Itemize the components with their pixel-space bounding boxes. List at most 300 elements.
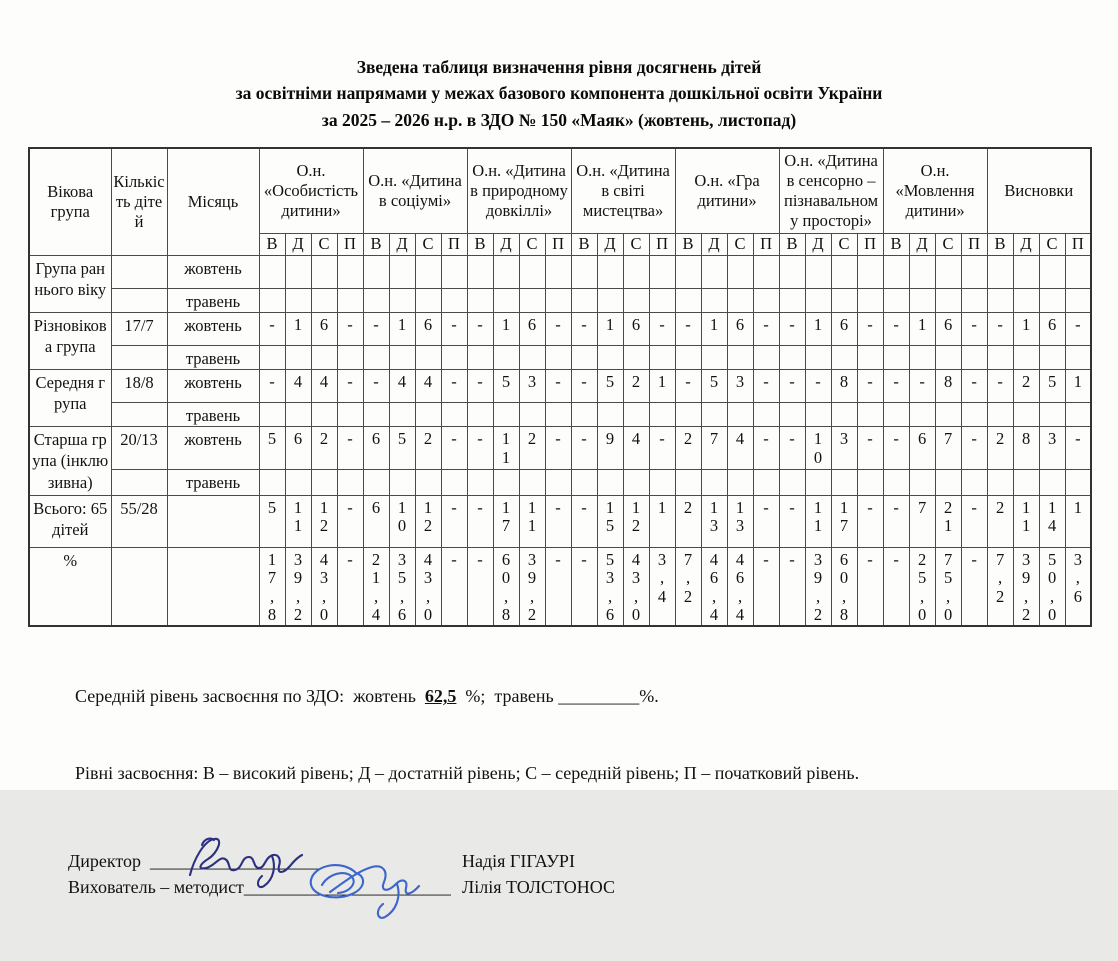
data-cell <box>961 256 987 289</box>
director-name: Надія ГІГАУРІ <box>462 850 575 871</box>
data-cell-value: 17,8 <box>267 549 277 625</box>
data-cell-value: 11 <box>501 429 511 467</box>
data-cell <box>805 470 831 495</box>
level-header: Д <box>285 234 311 256</box>
data-cell <box>389 256 415 289</box>
data-cell: 5 <box>701 370 727 403</box>
data-cell <box>259 346 285 370</box>
data-cell: - <box>441 547 467 625</box>
data-cell-value: 21,4 <box>371 549 381 625</box>
data-cell: 2 <box>675 495 701 547</box>
data-cell <box>831 346 857 370</box>
age-group-header: Вікова група <box>29 148 111 256</box>
data-cell: - <box>961 313 987 346</box>
data-cell: - <box>883 370 909 403</box>
data-cell: - <box>337 370 363 403</box>
data-cell <box>285 403 311 427</box>
data-cell: 6 <box>909 427 935 470</box>
data-cell: - <box>961 427 987 470</box>
data-cell: 7 <box>935 427 961 470</box>
data-cell: 4 <box>285 370 311 403</box>
data-cell: - <box>883 547 909 625</box>
director-label: Директор <box>68 850 151 871</box>
data-cell-value: 39,2 <box>813 549 823 625</box>
data-cell <box>1039 470 1065 495</box>
data-cell <box>961 470 987 495</box>
data-cell <box>519 547 545 625</box>
data-cell <box>519 346 545 370</box>
data-cell <box>467 403 493 427</box>
data-cell: - <box>571 370 597 403</box>
month-cell: жовтень <box>167 427 259 470</box>
data-cell <box>701 547 727 625</box>
data-cell <box>337 289 363 313</box>
data-cell-value: 11 <box>527 497 537 536</box>
data-cell-value: 39,2 <box>293 549 303 625</box>
may-blank-line: _________ <box>558 686 640 707</box>
count-cell <box>111 403 167 427</box>
month-cell: жовтень <box>167 313 259 346</box>
data-cell: 4 <box>311 370 337 403</box>
data-cell: - <box>909 370 935 403</box>
level-header: С <box>519 234 545 256</box>
data-cell: - <box>441 313 467 346</box>
month-cell <box>167 547 259 625</box>
data-cell-value: 17 <box>839 497 849 536</box>
data-cell <box>519 289 545 313</box>
data-cell <box>727 403 753 427</box>
data-cell: - <box>259 370 285 403</box>
data-cell <box>389 346 415 370</box>
data-cell <box>441 403 467 427</box>
data-cell: 1 <box>649 370 675 403</box>
level-header: Д <box>597 234 623 256</box>
data-cell <box>857 289 883 313</box>
level-header: С <box>1039 234 1065 256</box>
data-cell <box>363 470 389 495</box>
title-line-2: за освітніми напрямами у межах базового компонента дошкільної освіти України <box>235 83 883 104</box>
data-cell <box>623 547 649 625</box>
data-cell: 2 <box>623 370 649 403</box>
data-cell <box>285 495 311 547</box>
data-cell <box>701 256 727 289</box>
data-cell: 8 <box>831 370 857 403</box>
data-cell-value: 46,4 <box>709 549 719 625</box>
data-cell <box>675 547 701 625</box>
data-cell <box>545 470 571 495</box>
data-cell <box>363 403 389 427</box>
level-header: П <box>649 234 675 256</box>
level-header: П <box>545 234 571 256</box>
data-cell: 5 <box>259 495 285 547</box>
data-cell: 4 <box>623 427 649 470</box>
level-header: Д <box>701 234 727 256</box>
level-header: В <box>883 234 909 256</box>
data-cell <box>961 403 987 427</box>
level-header: В <box>259 234 285 256</box>
data-cell: - <box>675 370 701 403</box>
data-cell <box>415 289 441 313</box>
data-cell: 3 <box>1039 427 1065 470</box>
data-cell <box>415 346 441 370</box>
level-header: С <box>311 234 337 256</box>
data-cell <box>701 495 727 547</box>
data-cell <box>1065 346 1091 370</box>
data-cell-value: 53,6 <box>605 549 615 625</box>
domain-header-7: Висновки <box>987 148 1091 234</box>
count-cell <box>111 256 167 289</box>
data-cell <box>597 495 623 547</box>
data-cell <box>779 470 805 495</box>
data-cell <box>545 256 571 289</box>
level-header: П <box>337 234 363 256</box>
data-cell <box>935 470 961 495</box>
data-cell: 4 <box>727 427 753 470</box>
data-cell <box>1013 256 1039 289</box>
data-cell <box>571 403 597 427</box>
methodist-signature-line: _______________________ <box>243 876 451 897</box>
data-cell-value: 43,0 <box>423 549 433 625</box>
data-cell: - <box>779 370 805 403</box>
level-header: С <box>623 234 649 256</box>
level-header: Д <box>493 234 519 256</box>
data-cell <box>363 289 389 313</box>
data-cell: 1 <box>649 495 675 547</box>
data-cell: - <box>467 427 493 470</box>
data-cell <box>571 346 597 370</box>
count-cell: 20/13 <box>111 427 167 470</box>
director-signature-line: ___________________ <box>150 850 322 871</box>
data-cell-value: 35,6 <box>397 549 407 625</box>
data-cell-value: 7,2 <box>683 549 693 606</box>
data-cell <box>623 256 649 289</box>
data-cell <box>961 346 987 370</box>
month-cell: травень <box>167 403 259 427</box>
data-cell <box>1013 346 1039 370</box>
header-row <box>29 148 1091 234</box>
data-cell <box>909 470 935 495</box>
data-cell <box>467 256 493 289</box>
data-cell <box>259 289 285 313</box>
data-cell: - <box>805 370 831 403</box>
data-cell: - <box>467 313 493 346</box>
data-cell-value: 7,2 <box>995 549 1005 606</box>
data-cell <box>883 289 909 313</box>
data-cell <box>753 346 779 370</box>
level-header: В <box>571 234 597 256</box>
table-row <box>29 547 1091 625</box>
data-cell <box>701 470 727 495</box>
month-header: Місяць <box>167 148 259 256</box>
data-cell <box>285 256 311 289</box>
children-count-header: Кількість дітей <box>111 148 167 256</box>
data-cell: 6 <box>831 313 857 346</box>
data-cell <box>1039 403 1065 427</box>
data-cell <box>883 403 909 427</box>
achievements-table <box>28 147 1092 627</box>
data-cell-value: 60,8 <box>501 549 511 625</box>
data-cell <box>935 403 961 427</box>
table-row <box>29 427 1091 470</box>
notes-section <box>75 636 1118 835</box>
age-group-cell: % <box>29 547 111 625</box>
data-cell: 6 <box>519 313 545 346</box>
data-cell: - <box>753 495 779 547</box>
data-cell-value: 39,2 <box>527 549 537 625</box>
data-cell: 1 <box>1013 313 1039 346</box>
data-cell <box>415 256 441 289</box>
domain-header-6: О.н. «Мовлення дитини» <box>883 148 987 234</box>
data-cell-value: 14 <box>1047 497 1057 536</box>
data-cell: 6 <box>363 495 389 547</box>
data-cell <box>1013 289 1039 313</box>
data-cell: - <box>779 495 805 547</box>
data-cell: - <box>363 370 389 403</box>
level-header: В <box>363 234 389 256</box>
data-cell <box>311 289 337 313</box>
data-cell <box>363 256 389 289</box>
data-cell: - <box>571 313 597 346</box>
data-cell: - <box>467 370 493 403</box>
data-cell <box>519 256 545 289</box>
data-cell <box>441 256 467 289</box>
data-cell <box>597 547 623 625</box>
data-cell-value: 12 <box>423 497 433 536</box>
data-cell <box>415 547 441 625</box>
data-cell: 2 <box>675 427 701 470</box>
data-cell <box>259 256 285 289</box>
data-cell <box>337 470 363 495</box>
data-cell <box>649 547 675 625</box>
data-cell <box>1039 346 1065 370</box>
data-cell: 5 <box>597 370 623 403</box>
data-cell <box>649 256 675 289</box>
data-cell <box>389 289 415 313</box>
data-cell: - <box>441 495 467 547</box>
data-cell <box>441 470 467 495</box>
data-cell <box>1039 547 1065 625</box>
count-cell <box>111 346 167 370</box>
data-cell <box>909 547 935 625</box>
methodist-name: Лілія ТОЛСТОНОС <box>462 876 616 897</box>
data-cell <box>805 495 831 547</box>
data-cell: 2 <box>519 427 545 470</box>
level-header: П <box>753 234 779 256</box>
data-cell <box>727 256 753 289</box>
data-cell <box>1039 289 1065 313</box>
data-cell: 5 <box>493 370 519 403</box>
data-cell <box>779 289 805 313</box>
data-cell: - <box>649 313 675 346</box>
data-cell <box>805 346 831 370</box>
data-cell <box>467 289 493 313</box>
data-cell <box>987 256 1013 289</box>
data-cell: 1 <box>701 313 727 346</box>
data-cell <box>909 403 935 427</box>
age-group-cell: Середня група <box>29 370 111 427</box>
data-cell: 6 <box>285 427 311 470</box>
data-cell <box>363 346 389 370</box>
data-cell <box>311 403 337 427</box>
methodist-label: Вихователь – методист <box>68 876 244 897</box>
data-cell <box>649 470 675 495</box>
data-cell <box>857 403 883 427</box>
data-cell: - <box>675 313 701 346</box>
data-cell <box>1065 470 1091 495</box>
data-cell <box>285 289 311 313</box>
table-row <box>29 346 1091 370</box>
data-cell <box>805 256 831 289</box>
data-cell: 2 <box>415 427 441 470</box>
data-cell: - <box>337 313 363 346</box>
data-cell <box>337 256 363 289</box>
data-cell <box>1065 403 1091 427</box>
data-cell: 2 <box>987 427 1013 470</box>
data-cell <box>623 470 649 495</box>
table-row <box>29 289 1091 313</box>
count-cell: 55/28 <box>111 495 167 547</box>
data-cell: - <box>753 370 779 403</box>
data-cell <box>363 547 389 625</box>
age-group-cell: Старша група (інклюзивна) <box>29 427 111 495</box>
data-cell <box>649 403 675 427</box>
count-cell <box>111 547 167 625</box>
data-cell <box>493 427 519 470</box>
data-cell <box>415 403 441 427</box>
level-header: С <box>727 234 753 256</box>
month-cell <box>167 495 259 547</box>
data-cell: - <box>337 495 363 547</box>
level-header: С <box>415 234 441 256</box>
data-cell <box>909 346 935 370</box>
data-cell <box>883 346 909 370</box>
data-cell <box>519 495 545 547</box>
domain-header-0: О.н. «Особистість дитини» <box>259 148 363 234</box>
table-row <box>29 256 1091 289</box>
data-cell <box>467 346 493 370</box>
data-cell <box>493 495 519 547</box>
data-cell: - <box>571 427 597 470</box>
data-cell <box>1065 256 1091 289</box>
data-cell <box>545 289 571 313</box>
document-title <box>0 0 1118 133</box>
data-cell: 1 <box>493 313 519 346</box>
data-cell <box>779 346 805 370</box>
data-cell <box>805 289 831 313</box>
data-cell: - <box>337 547 363 625</box>
data-cell <box>311 547 337 625</box>
level-header: П <box>441 234 467 256</box>
data-cell <box>311 495 337 547</box>
data-cell: 4 <box>389 370 415 403</box>
data-cell <box>441 289 467 313</box>
data-cell <box>701 346 727 370</box>
data-cell: - <box>467 547 493 625</box>
data-cell <box>1065 289 1091 313</box>
level-header: П <box>857 234 883 256</box>
table-row <box>29 495 1091 547</box>
data-cell <box>597 403 623 427</box>
count-cell: 17/7 <box>111 313 167 346</box>
data-cell <box>493 403 519 427</box>
data-cell: 1 <box>1065 495 1091 547</box>
data-cell <box>259 470 285 495</box>
data-cell: 1 <box>1065 370 1091 403</box>
data-cell: - <box>545 427 571 470</box>
data-cell: 6 <box>1039 313 1065 346</box>
data-cell <box>623 495 649 547</box>
data-cell <box>389 495 415 547</box>
october-average-value: 62,5 <box>424 686 457 707</box>
level-header: С <box>935 234 961 256</box>
methodist-signature-row <box>68 877 1048 903</box>
data-cell <box>935 289 961 313</box>
data-cell-value: 25,0 <box>917 549 927 625</box>
data-cell <box>493 256 519 289</box>
data-cell <box>909 256 935 289</box>
data-cell <box>935 495 961 547</box>
data-cell <box>987 470 1013 495</box>
data-cell: - <box>1065 427 1091 470</box>
level-header: Д <box>909 234 935 256</box>
data-cell <box>675 346 701 370</box>
data-cell: - <box>571 547 597 625</box>
level-header: П <box>961 234 987 256</box>
data-cell <box>701 403 727 427</box>
data-cell-value: 50,0 <box>1047 549 1057 625</box>
data-cell: - <box>857 547 883 625</box>
data-cell <box>1039 256 1065 289</box>
data-cell <box>441 346 467 370</box>
data-cell <box>675 256 701 289</box>
data-cell <box>337 403 363 427</box>
data-cell: 6 <box>727 313 753 346</box>
data-cell: 8 <box>935 370 961 403</box>
data-cell <box>389 470 415 495</box>
data-cell: 3 <box>831 427 857 470</box>
data-cell <box>675 289 701 313</box>
data-cell: - <box>467 495 493 547</box>
month-cell: травень <box>167 470 259 495</box>
data-cell: 6 <box>935 313 961 346</box>
data-cell: 7 <box>909 495 935 547</box>
data-cell-value: 12 <box>631 497 641 536</box>
data-cell-value: 21 <box>943 497 953 536</box>
data-cell <box>415 470 441 495</box>
data-cell <box>675 470 701 495</box>
data-cell: - <box>441 370 467 403</box>
data-cell: - <box>987 370 1013 403</box>
data-cell <box>753 403 779 427</box>
age-group-cell: Всього: 65дітей <box>29 495 111 547</box>
data-cell <box>493 470 519 495</box>
data-cell: - <box>857 370 883 403</box>
data-cell <box>259 547 285 625</box>
month-cell: травень <box>167 289 259 313</box>
data-cell: - <box>779 547 805 625</box>
data-cell: - <box>753 427 779 470</box>
data-cell <box>285 346 311 370</box>
data-cell: - <box>337 427 363 470</box>
data-cell: - <box>857 427 883 470</box>
data-cell <box>987 346 1013 370</box>
data-cell-value: 10 <box>397 497 407 536</box>
data-cell <box>675 403 701 427</box>
data-cell <box>467 470 493 495</box>
data-cell <box>1013 470 1039 495</box>
data-cell-value: 13 <box>735 497 745 536</box>
data-cell <box>649 346 675 370</box>
